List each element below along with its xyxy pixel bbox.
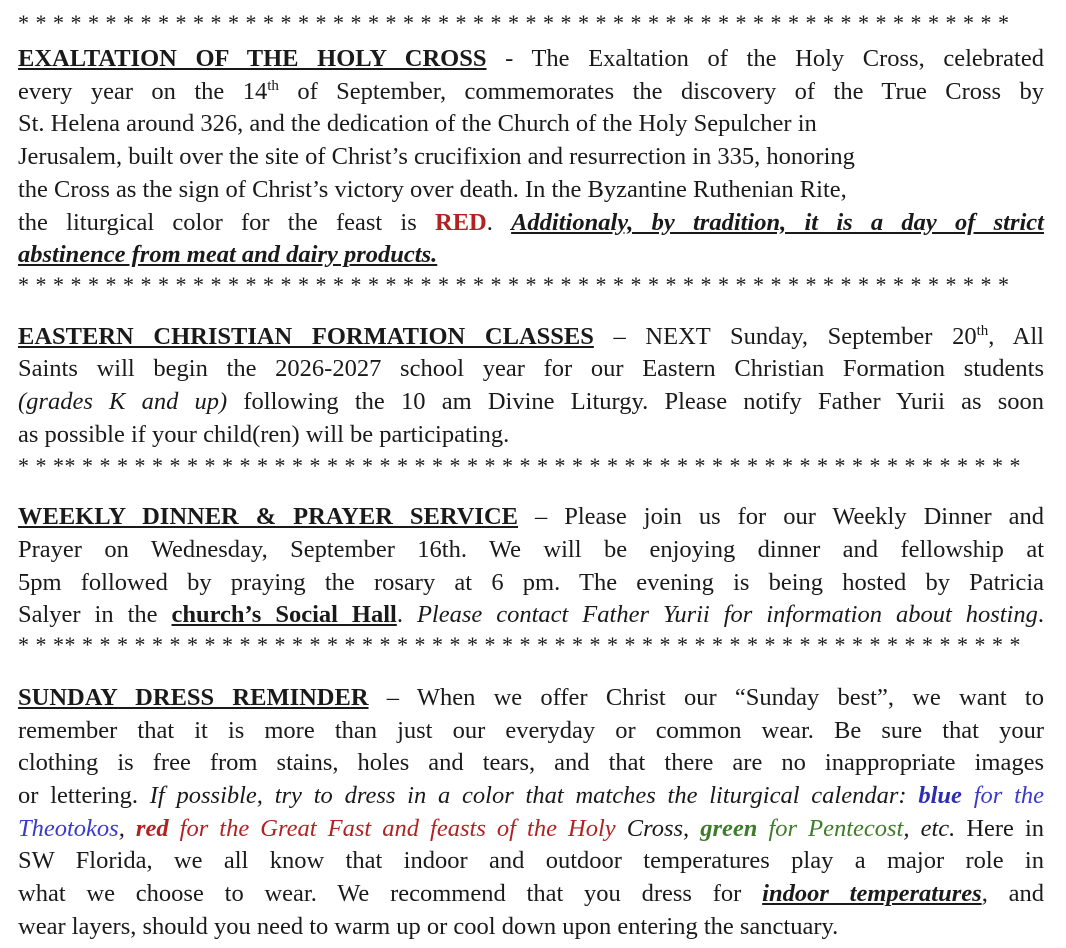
- formation-text: following the 10 am Divine Liturgy. Please notify Father Yurii as soon: [227, 388, 1044, 415]
- separator-2: * * ** * * * * * * * * * * * * * * * * * * * * * * * * * * * * * * * * * * * * * * * * * * * * * * * * * * * * * *: [18, 453, 1021, 478]
- formation-line-4: as possible if your child(ren) will be participating.: [18, 421, 510, 448]
- dress-line-1: [18, 682, 1044, 715]
- dinner-text: .: [396, 601, 417, 628]
- dinner-line-4: [18, 599, 1044, 632]
- formation-text: , All: [988, 323, 1044, 350]
- ordinal-suffix: th: [976, 323, 989, 339]
- exaltation-text: .: [486, 209, 512, 236]
- separator-1: * * * * * * * * * * * * * * * * * * * * * * * * * * * * * * * * * * * * * * * * * * * * * * * * * * * * * * * * *: [18, 272, 1010, 297]
- dress-text: Cross: [615, 815, 684, 842]
- dress-text: – When we offer Christ our “Sunday best”, we want to: [368, 684, 1044, 711]
- indoor-temperatures-emphasis: indoor temperatures: [762, 880, 982, 907]
- dress-line-2: remember that it is more than just our everyday or common wear. Be sure that your: [18, 717, 1044, 744]
- dress-text: ,: [683, 815, 701, 842]
- dress-line-7: [18, 878, 1044, 911]
- formation-line-3: [18, 386, 1044, 419]
- dress-text: or lettering.: [18, 782, 150, 809]
- exaltation-line-6: [18, 207, 1044, 240]
- dress-text: , and: [981, 880, 1044, 907]
- grades-note: (grades K and up): [18, 388, 228, 415]
- exaltation-heading: EXALTATION OF THE HOLY CROSS: [18, 45, 487, 72]
- formation-line-2: Saints will begin the 2026-2027 school year for our Eastern Christian Formation students: [18, 355, 1044, 382]
- dress-line-5: [18, 813, 1044, 846]
- liturgical-color-red: RED: [435, 209, 487, 236]
- color-guidance: If possible, try to dress in a color that matches the liturgical calendar:: [149, 782, 919, 809]
- formation-line-1: [18, 321, 1044, 354]
- separator-top: * * * * * * * * * * * * * * * * * * * * * * * * * * * * * * * * * * * * * * * * * * * * * * * * * * * * * * * * *: [18, 10, 1010, 35]
- dress-heading: SUNDAY DRESS REMINDER: [18, 684, 369, 711]
- color-blue-text: for the: [961, 782, 1045, 809]
- color-blue-text: Theotokos: [18, 815, 119, 842]
- dinner-line-1: [18, 501, 1044, 534]
- exaltation-line-4: Jerusalem, built over the site of Christ’s crucifixion and resurrection in 335, honoring: [18, 143, 855, 170]
- color-red-label: red: [135, 815, 169, 842]
- dress-text: what we choose to wear. We recommend that you dress for: [18, 880, 763, 907]
- exaltation-line-3: St. Helena around 326, and the dedication of the Church of the Holy Sepulcher in: [18, 110, 817, 137]
- dress-line-4: [18, 780, 1044, 813]
- exaltation-text: - The Exaltation of the Holy Cross, celebrated: [486, 45, 1044, 72]
- exaltation-line-5: the Cross as the sign of Christ’s victory over death. In the Byzantine Ruthenian Rite,: [18, 176, 847, 203]
- exaltation-line-1: [18, 43, 1044, 76]
- formation-text: – NEXT Sunday, September 20: [593, 323, 977, 350]
- dress-text: , etc.: [903, 815, 956, 842]
- color-red-text: for the Great Fast and feasts of the Holy: [168, 815, 616, 842]
- exaltation-line-2: [18, 76, 1044, 109]
- abstinence-notice: abstinence from meat and dairy products.: [18, 241, 438, 268]
- social-hall-location: church’s Social Hall: [171, 601, 397, 628]
- separator-3: * * ** * * * * * * * * * * * * * * * * * * * * * * * * * * * * * * * * * * * * * * * * * * * * * * * * * * * * * *: [18, 632, 1021, 657]
- exaltation-text: every year on the 14: [18, 78, 268, 105]
- exaltation-text: the liturgical color for the feast is: [18, 209, 435, 236]
- exaltation-text: of September, commemorates the discovery of the True Cross by: [278, 78, 1044, 105]
- ordinal-suffix: th: [267, 78, 279, 94]
- dinner-text: .: [1037, 601, 1044, 628]
- dress-text: Here in: [955, 815, 1045, 842]
- dinner-text: Salyer in the: [18, 601, 172, 628]
- color-green-label: green: [700, 815, 758, 842]
- dinner-heading: WEEKLY DINNER & PRAYER SERVICE: [18, 503, 518, 530]
- dress-text: ,: [118, 815, 136, 842]
- hosting-note: Please contact Father Yurii for information about hosting: [416, 601, 1038, 628]
- color-blue-label: blue: [918, 782, 962, 809]
- dress-line-6: SW Florida, we all know that indoor and outdoor temperatures play a major role in: [18, 847, 1044, 874]
- exaltation-line-7: [18, 239, 1044, 272]
- dinner-text: – Please join us for our Weekly Dinner and: [518, 503, 1044, 530]
- formation-heading: EASTERN CHRISTIAN FORMATION CLASSES: [18, 323, 594, 350]
- color-green-text: for Pentecost: [757, 815, 904, 842]
- abstinence-notice: Additionaly, by tradition, it is a day of strict: [511, 209, 1044, 236]
- dress-line-8: wear layers, should you need to warm up or cool down upon entering the sanctuary.: [18, 913, 839, 940]
- dinner-line-3: 5pm followed by praying the rosary at 6 pm. The evening is being hosted by Patricia: [18, 569, 1044, 596]
- dress-line-3: clothing is free from stains, holes and tears, and that there are no inappropriate images: [18, 749, 1044, 776]
- dinner-line-2: Prayer on Wednesday, September 16th. We will be enjoying dinner and fellowship at: [18, 536, 1044, 563]
